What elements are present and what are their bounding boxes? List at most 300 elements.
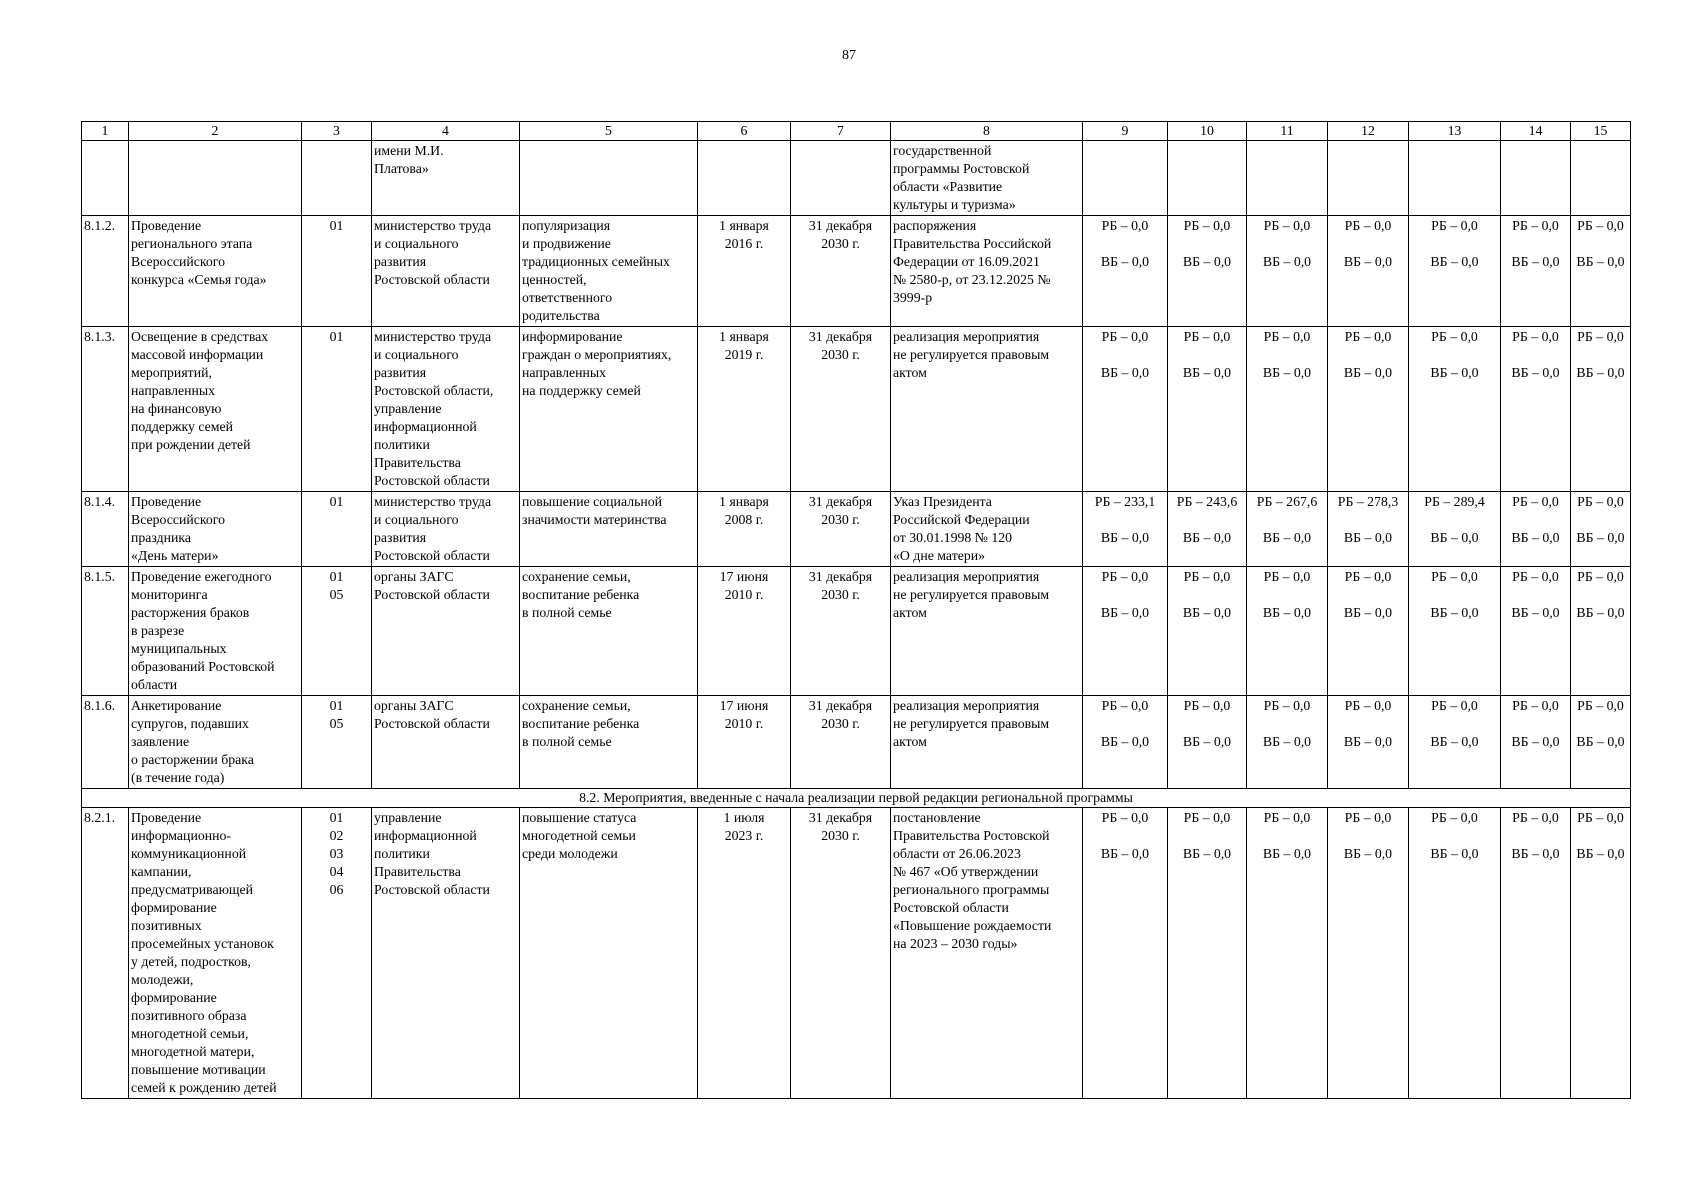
funding-cell bbox=[1247, 141, 1328, 216]
executor bbox=[372, 492, 520, 567]
column-header: 5 bbox=[520, 122, 698, 141]
funding-cell bbox=[1571, 216, 1631, 327]
funding-value: РБ – 0,0 bbox=[1263, 218, 1311, 233]
date-line: 1 января bbox=[719, 329, 769, 344]
funding-value: ВБ – 0,0 bbox=[1343, 530, 1393, 545]
funding-cell bbox=[1571, 567, 1631, 696]
measure-number bbox=[82, 141, 129, 216]
funding-value: ВБ – 0,0 bbox=[1511, 365, 1560, 380]
funding-value: ВБ – 0,0 bbox=[1343, 365, 1393, 380]
column-header: 12 bbox=[1328, 122, 1409, 141]
executor-line: развития bbox=[374, 254, 427, 269]
act-line: Правительства Российской bbox=[893, 236, 1052, 251]
column-header: 8 bbox=[891, 122, 1083, 141]
name-line: просемейных установок bbox=[131, 936, 274, 951]
executor-line: развития bbox=[374, 530, 427, 545]
act-line: Федерации от 16.09.2021 bbox=[893, 254, 1040, 269]
measure-number: 8.1.2. bbox=[82, 216, 129, 327]
column-header: 1 bbox=[82, 122, 129, 141]
result-line: среди молодежи bbox=[522, 846, 618, 861]
executor-line: министерство труда bbox=[374, 494, 492, 509]
act-line: Указ Президента bbox=[893, 494, 992, 509]
expected-result bbox=[520, 492, 698, 567]
funding-value: ВБ – 0,0 bbox=[1182, 530, 1232, 545]
funding-value: РБ – 267,6 bbox=[1256, 494, 1318, 509]
expected-result bbox=[520, 216, 698, 327]
funding-value: ВБ – 0,0 bbox=[1343, 846, 1393, 861]
funding-cell bbox=[1168, 808, 1247, 1099]
funding-value: ВБ – 0,0 bbox=[1100, 365, 1150, 380]
legal-act bbox=[891, 216, 1083, 327]
name-line: муниципальных bbox=[131, 641, 227, 656]
code-line: 01 bbox=[329, 698, 344, 713]
executor bbox=[372, 808, 520, 1099]
executor-line: имени М.И. bbox=[374, 143, 444, 158]
act-line: распоряжения bbox=[893, 218, 977, 233]
funding-value: РБ – 0,0 bbox=[1344, 698, 1392, 713]
act-line: актом bbox=[893, 734, 927, 749]
funding-cell bbox=[1328, 141, 1409, 216]
funding-value: РБ – 0,0 bbox=[1183, 810, 1231, 825]
funding-cell bbox=[1501, 492, 1571, 567]
name-line: многодетной семьи, bbox=[131, 1026, 249, 1041]
date-line: 31 декабря bbox=[808, 810, 873, 825]
act-line: реализация мероприятия bbox=[893, 698, 1040, 713]
funding-value: РБ – 0,0 bbox=[1101, 810, 1149, 825]
name-line: поддержку семей bbox=[131, 419, 233, 434]
measure-name bbox=[129, 216, 302, 327]
funding-value: РБ – 0,0 bbox=[1577, 494, 1624, 509]
name-line: Освещение в средствах bbox=[131, 329, 269, 344]
funding-value: ВБ – 0,0 bbox=[1576, 365, 1625, 380]
funding-value: РБ – 0,0 bbox=[1183, 698, 1231, 713]
column-header: 14 bbox=[1501, 122, 1571, 141]
funding-cell bbox=[1168, 567, 1247, 696]
executor-line: органы ЗАГС bbox=[374, 698, 454, 713]
result-line: информирование bbox=[522, 329, 623, 344]
executor-line: управление bbox=[374, 401, 442, 416]
funding-value: ВБ – 0,0 bbox=[1430, 254, 1479, 269]
date-line: 2030 г. bbox=[821, 587, 860, 602]
funding-cell bbox=[1083, 141, 1168, 216]
name-line: формирование bbox=[131, 990, 217, 1005]
funding-cell bbox=[1409, 492, 1501, 567]
start-date bbox=[698, 141, 791, 216]
funding-value: РБ – 0,0 bbox=[1577, 329, 1624, 344]
date-line: 2010 г. bbox=[724, 716, 764, 731]
result-line: воспитание ребенка bbox=[522, 716, 640, 731]
act-line: не регулируется правовым bbox=[893, 587, 1050, 602]
funding-cell bbox=[1328, 216, 1409, 327]
measure-number: 8.1.4. bbox=[82, 492, 129, 567]
measure-codes bbox=[302, 696, 372, 789]
expected-result bbox=[520, 808, 698, 1099]
funding-value: ВБ – 0,0 bbox=[1576, 530, 1625, 545]
code-line: 01 bbox=[329, 494, 344, 509]
funding-cell bbox=[1571, 492, 1631, 567]
start-date bbox=[698, 492, 791, 567]
act-line: реализация мероприятия bbox=[893, 569, 1040, 584]
executor-line: развития bbox=[374, 365, 427, 380]
name-line: мероприятий, bbox=[131, 365, 212, 380]
end-date bbox=[791, 327, 891, 492]
funding-value: РБ – 0,0 bbox=[1263, 698, 1311, 713]
funding-cell bbox=[1328, 567, 1409, 696]
executor-line: Ростовской области bbox=[374, 882, 490, 897]
measure-name bbox=[129, 327, 302, 492]
executor-line: Ростовской области, bbox=[374, 383, 494, 398]
expected-result bbox=[520, 141, 698, 216]
act-line: государственной bbox=[893, 143, 992, 158]
column-header: 6 bbox=[698, 122, 791, 141]
funding-cell bbox=[1247, 216, 1328, 327]
date-line: 2023 г. bbox=[724, 828, 764, 843]
result-line: популяризация bbox=[522, 218, 611, 233]
result-line: в полной семье bbox=[522, 605, 612, 620]
funding-value: РБ – 0,0 bbox=[1183, 329, 1231, 344]
funding-cell bbox=[1409, 141, 1501, 216]
executor bbox=[372, 567, 520, 696]
date-line: 31 декабря bbox=[808, 698, 873, 713]
table-row bbox=[82, 696, 1631, 789]
measure-codes bbox=[302, 567, 372, 696]
legal-act bbox=[891, 141, 1083, 216]
result-line: и продвижение bbox=[522, 236, 611, 251]
legal-act bbox=[891, 808, 1083, 1099]
start-date bbox=[698, 567, 791, 696]
date-line: 2030 г. bbox=[821, 347, 860, 362]
result-line: сохранение семьи, bbox=[522, 698, 631, 713]
date-line: 31 декабря bbox=[808, 569, 873, 584]
code-line: 06 bbox=[329, 882, 344, 897]
funding-value: РБ – 0,0 bbox=[1263, 810, 1311, 825]
end-date bbox=[791, 567, 891, 696]
executor-line: министерство труда bbox=[374, 329, 492, 344]
funding-cell bbox=[1501, 327, 1571, 492]
funding-value: ВБ – 0,0 bbox=[1262, 530, 1312, 545]
act-line: реализация мероприятия bbox=[893, 329, 1040, 344]
name-line: Проведение bbox=[131, 494, 202, 509]
measure-number: 8.1.5. bbox=[82, 567, 129, 696]
act-line: Правительства Ростовской bbox=[893, 828, 1050, 843]
funding-value: ВБ – 0,0 bbox=[1262, 846, 1312, 861]
name-line: повышение мотивации bbox=[131, 1062, 266, 1077]
funding-value: ВБ – 0,0 bbox=[1182, 254, 1232, 269]
act-line: постановление bbox=[893, 810, 981, 825]
funding-value: РБ – 0,0 bbox=[1183, 569, 1231, 584]
legal-act bbox=[891, 327, 1083, 492]
name-line: позитивного образа bbox=[131, 1008, 247, 1023]
date-line: 2016 г. bbox=[724, 236, 764, 251]
column-header: 11 bbox=[1247, 122, 1328, 141]
start-date bbox=[698, 696, 791, 789]
funding-value: РБ – 0,0 bbox=[1183, 218, 1231, 233]
page-number: 87 bbox=[842, 48, 856, 63]
funding-value: РБ – 0,0 bbox=[1577, 810, 1624, 825]
table-row bbox=[82, 492, 1631, 567]
funding-cell bbox=[1168, 141, 1247, 216]
result-line: родительства bbox=[522, 308, 600, 323]
funding-value: РБ – 0,0 bbox=[1512, 569, 1559, 584]
code-line: 02 bbox=[329, 828, 344, 843]
date-line: 31 декабря bbox=[808, 218, 873, 233]
date-line: 1 января bbox=[719, 218, 769, 233]
end-date bbox=[791, 808, 891, 1099]
executor bbox=[372, 141, 520, 216]
code-line: 01 bbox=[329, 218, 344, 233]
act-line: не регулируется правовым bbox=[893, 716, 1050, 731]
funding-cell bbox=[1409, 567, 1501, 696]
act-line: программы Ростовской bbox=[893, 161, 1030, 176]
executor-line: органы ЗАГС bbox=[374, 569, 454, 584]
funding-value: ВБ – 0,0 bbox=[1100, 605, 1150, 620]
date-line: 2030 г. bbox=[821, 828, 860, 843]
code-line: 05 bbox=[329, 587, 344, 602]
name-line: мониторинга bbox=[131, 587, 208, 602]
name-line: праздника bbox=[131, 530, 192, 545]
expected-result bbox=[520, 567, 698, 696]
name-line: направленных bbox=[131, 383, 216, 398]
name-line: коммуникационной bbox=[131, 846, 247, 861]
executor-line: политики bbox=[374, 437, 430, 452]
code-line: 01 bbox=[329, 810, 344, 825]
act-line: «О дне матери» bbox=[893, 548, 986, 563]
funding-cell bbox=[1083, 567, 1168, 696]
funding-value: ВБ – 0,0 bbox=[1511, 846, 1560, 861]
funding-value: РБ – 0,0 bbox=[1344, 329, 1392, 344]
funding-cell bbox=[1083, 327, 1168, 492]
funding-cell bbox=[1247, 808, 1328, 1099]
result-line: повышение статуса bbox=[522, 810, 637, 825]
act-line: Российской Федерации bbox=[893, 512, 1030, 527]
funding-cell bbox=[1501, 567, 1571, 696]
section-title: 8.2. Мероприятия, введенные с начала реализации первой редакции региональной программы bbox=[82, 789, 1631, 808]
start-date bbox=[698, 216, 791, 327]
funding-value: РБ – 0,0 bbox=[1263, 329, 1311, 344]
funding-cell bbox=[1571, 327, 1631, 492]
table-row bbox=[82, 808, 1631, 1099]
funding-value: ВБ – 0,0 bbox=[1576, 254, 1625, 269]
funding-value: ВБ – 0,0 bbox=[1511, 530, 1560, 545]
code-line: 01 bbox=[329, 329, 344, 344]
funding-value: РБ – 0,0 bbox=[1577, 569, 1624, 584]
executor-line: Платова» bbox=[374, 161, 429, 176]
executor-line: Ростовской области bbox=[374, 473, 490, 488]
date-line: 1 июля bbox=[723, 810, 765, 825]
funding-value: РБ – 0,0 bbox=[1101, 329, 1149, 344]
executor-line: и социального bbox=[374, 236, 459, 251]
funding-cell bbox=[1409, 808, 1501, 1099]
date-line: 2030 г. bbox=[821, 716, 860, 731]
funding-cell bbox=[1501, 808, 1571, 1099]
column-header: 9 bbox=[1083, 122, 1168, 141]
result-line: многодетной семьи bbox=[522, 828, 636, 843]
funding-cell bbox=[1168, 696, 1247, 789]
column-header: 15 bbox=[1571, 122, 1631, 141]
legal-act bbox=[891, 492, 1083, 567]
name-line: Всероссийского bbox=[131, 254, 226, 269]
funding-value: ВБ – 0,0 bbox=[1262, 254, 1312, 269]
legal-act bbox=[891, 567, 1083, 696]
start-date bbox=[698, 808, 791, 1099]
column-header: 10 bbox=[1168, 122, 1247, 141]
funding-value: РБ – 0,0 bbox=[1344, 218, 1392, 233]
funding-value: ВБ – 0,0 bbox=[1430, 530, 1479, 545]
measure-name bbox=[129, 808, 302, 1099]
measure-name bbox=[129, 567, 302, 696]
result-line: направленных bbox=[522, 365, 607, 380]
executor-line: Правительства bbox=[374, 864, 461, 879]
date-line: 2010 г. bbox=[724, 587, 764, 602]
column-header: 2 bbox=[129, 122, 302, 141]
funding-cell bbox=[1571, 141, 1631, 216]
executor bbox=[372, 216, 520, 327]
measure-codes bbox=[302, 216, 372, 327]
funding-value: РБ – 0,0 bbox=[1512, 698, 1559, 713]
name-line: регионального этапа bbox=[131, 236, 253, 251]
executor-line: управление bbox=[374, 810, 442, 825]
name-line: Проведение bbox=[131, 218, 202, 233]
funding-value: РБ – 0,0 bbox=[1512, 218, 1559, 233]
name-line: семей к рождению детей bbox=[131, 1080, 277, 1095]
result-line: повышение социальной bbox=[522, 494, 663, 509]
act-line: 3999-р bbox=[893, 290, 933, 305]
result-line: граждан о мероприятиях, bbox=[522, 347, 672, 362]
funding-value: ВБ – 0,0 bbox=[1430, 846, 1479, 861]
expected-result bbox=[520, 327, 698, 492]
result-line: традиционных семейных bbox=[522, 254, 670, 269]
funding-cell bbox=[1083, 696, 1168, 789]
executor-line: Ростовской области bbox=[374, 548, 490, 563]
act-line: от 30.01.1998 № 120 bbox=[893, 530, 1013, 545]
act-line: области от 26.06.2023 bbox=[893, 846, 1021, 861]
funding-cell bbox=[1501, 696, 1571, 789]
act-line: культуры и туризма» bbox=[893, 197, 1016, 212]
executor-line: Ростовской области bbox=[374, 272, 490, 287]
funding-value: РБ – 0,0 bbox=[1512, 494, 1559, 509]
result-line: в полной семье bbox=[522, 734, 612, 749]
date-line: 2030 г. bbox=[821, 512, 860, 527]
result-line: ответственного bbox=[522, 290, 613, 305]
table-body bbox=[82, 122, 1631, 1099]
funding-cell bbox=[1328, 696, 1409, 789]
funding-cell bbox=[1247, 327, 1328, 492]
funding-value: ВБ – 0,0 bbox=[1430, 605, 1479, 620]
funding-value: РБ – 233,1 bbox=[1094, 494, 1156, 509]
funding-value: РБ – 0,0 bbox=[1101, 218, 1149, 233]
funding-value: РБ – 0,0 bbox=[1512, 329, 1559, 344]
measure-codes bbox=[302, 327, 372, 492]
name-line: позитивных bbox=[131, 918, 202, 933]
executor-line: Правительства bbox=[374, 455, 461, 470]
name-line: образований Ростовской bbox=[131, 659, 275, 674]
funding-value: РБ – 0,0 bbox=[1431, 810, 1478, 825]
act-line: регионального программы bbox=[893, 882, 1050, 897]
act-line: на 2023 – 2030 годы» bbox=[893, 936, 1018, 951]
name-line: при рождении детей bbox=[131, 437, 251, 452]
funding-cell bbox=[1247, 696, 1328, 789]
funding-value: РБ – 0,0 bbox=[1263, 569, 1311, 584]
funding-value: ВБ – 0,0 bbox=[1576, 605, 1625, 620]
funding-cell bbox=[1409, 216, 1501, 327]
funding-cell bbox=[1247, 567, 1328, 696]
section-row bbox=[82, 789, 1631, 808]
executor-line: политики bbox=[374, 846, 430, 861]
start-date bbox=[698, 327, 791, 492]
program-measures-table bbox=[81, 121, 1631, 1099]
funding-value: ВБ – 0,0 bbox=[1430, 365, 1479, 380]
name-line: Проведение bbox=[131, 810, 202, 825]
name-line: (в течение года) bbox=[131, 770, 225, 785]
name-line: предусматривающей bbox=[131, 882, 254, 897]
executor bbox=[372, 696, 520, 789]
date-line: 1 января bbox=[719, 494, 769, 509]
funding-cell bbox=[1409, 327, 1501, 492]
funding-cell bbox=[1571, 696, 1631, 789]
name-line: Всероссийского bbox=[131, 512, 226, 527]
funding-cell bbox=[1083, 808, 1168, 1099]
funding-value: РБ – 0,0 bbox=[1512, 810, 1559, 825]
measure-codes bbox=[302, 492, 372, 567]
funding-value: РБ – 0,0 bbox=[1577, 218, 1624, 233]
funding-value: ВБ – 0,0 bbox=[1343, 734, 1393, 749]
name-line: формирование bbox=[131, 900, 217, 915]
date-line: 2030 г. bbox=[821, 236, 860, 251]
legal-act bbox=[891, 696, 1083, 789]
funding-value: ВБ – 0,0 bbox=[1430, 734, 1479, 749]
name-line: супругов, подавших bbox=[131, 716, 249, 731]
executor-line: информационной bbox=[374, 419, 477, 434]
funding-cell bbox=[1328, 492, 1409, 567]
table-row bbox=[82, 216, 1631, 327]
funding-cell bbox=[1501, 216, 1571, 327]
measure-name bbox=[129, 492, 302, 567]
funding-value: ВБ – 0,0 bbox=[1511, 605, 1560, 620]
executor-line: Ростовской области bbox=[374, 587, 490, 602]
funding-value: РБ – 0,0 bbox=[1431, 569, 1478, 584]
funding-value: РБ – 0,0 bbox=[1431, 698, 1478, 713]
date-line: 2008 г. bbox=[724, 512, 764, 527]
funding-value: РБ – 0,0 bbox=[1577, 698, 1624, 713]
funding-value: ВБ – 0,0 bbox=[1343, 254, 1393, 269]
name-line: у детей, подростков, bbox=[131, 954, 251, 969]
act-line: актом bbox=[893, 365, 927, 380]
measure-number: 8.2.1. bbox=[82, 808, 129, 1099]
funding-cell bbox=[1409, 696, 1501, 789]
table-row bbox=[82, 567, 1631, 696]
column-header: 7 bbox=[791, 122, 891, 141]
funding-value: ВБ – 0,0 bbox=[1100, 734, 1150, 749]
executor-line: информационной bbox=[374, 828, 477, 843]
funding-cell bbox=[1083, 492, 1168, 567]
measure-number: 8.1.3. bbox=[82, 327, 129, 492]
act-line: «Повышение рождаемости bbox=[893, 918, 1052, 933]
executor-line: Ростовской области bbox=[374, 716, 490, 731]
funding-cell bbox=[1168, 216, 1247, 327]
funding-value: РБ – 0,0 bbox=[1344, 569, 1392, 584]
measure-name bbox=[129, 141, 302, 216]
date-line: 17 июня bbox=[719, 698, 769, 713]
name-line: молодежи, bbox=[131, 972, 194, 987]
funding-cell bbox=[1083, 216, 1168, 327]
funding-value: ВБ – 0,0 bbox=[1343, 605, 1393, 620]
name-line: Анкетирование bbox=[131, 698, 222, 713]
funding-value: ВБ – 0,0 bbox=[1511, 734, 1560, 749]
name-line: конкурса «Семья года» bbox=[131, 272, 267, 287]
column-header: 4 bbox=[372, 122, 520, 141]
funding-value: РБ – 0,0 bbox=[1431, 218, 1478, 233]
funding-cell bbox=[1328, 808, 1409, 1099]
